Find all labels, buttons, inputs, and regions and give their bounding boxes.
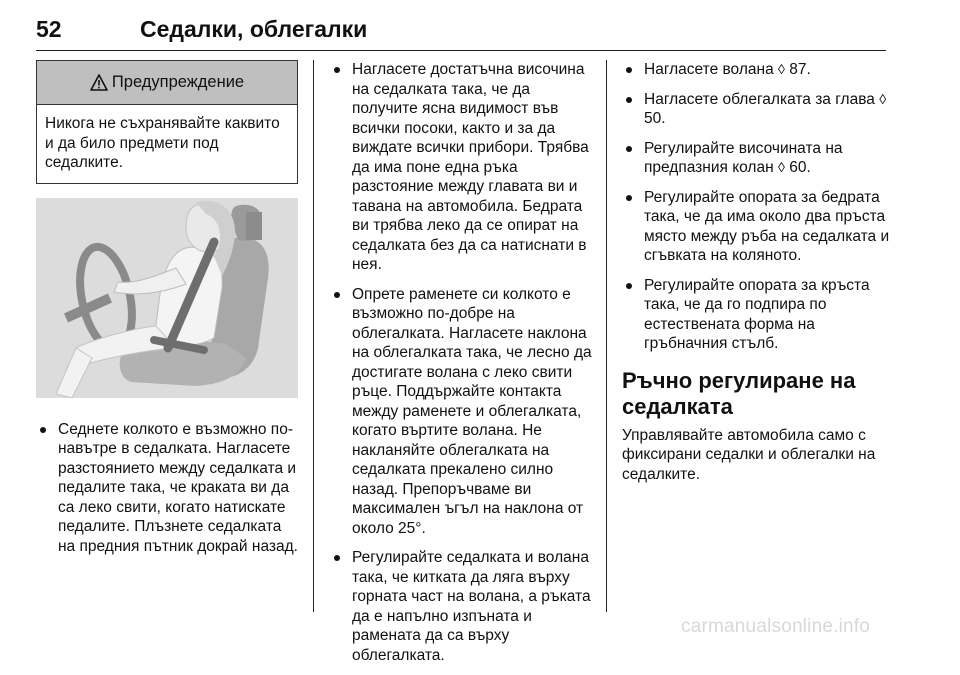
list-item [622,60,890,80]
watermark: carmanualsonline.info [681,616,871,637]
list-item [622,90,890,129]
list-item [622,188,890,266]
warning-header [37,61,297,105]
list-item-text: Регулирайте опората за кръста така, че да го подпира по естествената форма на гръбначния стълб. [644,276,870,352]
page-ref-arrow-icon: ◊ [777,159,785,175]
column-2 [330,60,592,675]
driver-seat-image [36,198,298,398]
list-item-text: Регулирайте опората за бедрата така, че да има около два пръста място между ръба на седалката и сгъвката на коляното. [644,188,890,264]
list-item: Регулирайте седалката и волана така, че китката да ляга върху горната част на волана, а ръката да е напълно изпъната и рамената да са върху облегалката. [330,548,592,665]
column-3 [622,60,890,484]
section-title: Ръчно регулиране на седалката [622,367,856,419]
list-item-text: Регулирайте височината на предпазния колан [644,139,843,176]
page-ref-arrow-icon: ◊ [879,90,887,107]
seated-driver-illustration [36,198,298,398]
page-ref-link[interactable]: 87. [789,61,811,78]
column-divider [606,60,607,612]
warning-triangle-icon [90,74,108,91]
page-number: 52 [36,16,62,42]
page-title: Седалки, облегалки [140,16,368,42]
page-header [36,16,886,51]
list-item-text: Нагласете облегалката за глава [644,90,875,108]
col3-bullet-list [622,60,890,354]
warning-box [36,60,298,184]
column-1 [36,60,298,566]
list-item-text: Нагласете волана [644,61,774,78]
list-item: Седнете колкото е възможно по-навътре в седалката. Нагласете разстоянието между седалката и педалите така, че краката ви да са леко свити, когато натискате педалите. Плъзнете седалката на предния пътник докрай назад. [36,420,298,557]
col2-bullet-list [330,60,592,665]
page-ref-link[interactable]: 60. [789,159,811,176]
col1-bullet-list [36,420,298,557]
warning-title: Предупреждение [111,73,245,91]
list-item [622,276,890,354]
section-text: Управлявайте автомобила само с фиксирани седалки и облегалки на седалките. [622,426,876,483]
page-ref-link[interactable]: 50. [644,110,666,127]
list-item: Нагласете достатъчна височина на седалката така, че да получите ясна видимост във всички посоки, както и за да виждате всички прибори. Трябва да има поне една ръка разстояние между главата ви и тавана на автомобила. Бедрата ви трябва леко да се опират на седалката без да са натиснати в нея. [330,60,592,275]
list-item: Опрете раменете си колкото е възможно по-добре на облегалката. Нагласете наклона на облегалката така, че лесно да достигате волана с леко свити ръце. Поддържайте контакта между раменете и облегалката, когато въртите волана. Не накланяйте облегалката на седалката прекалено силно назад. Препоръчваме ви максимален ъгъл на наклона от около 25°. [330,285,592,539]
page-ref-arrow-icon: ◊ [778,61,785,77]
warning-text: Никога не съхранявайте каквито и да било предмети под седалките. [45,115,280,171]
list-item [622,139,890,178]
column-divider [313,60,314,612]
